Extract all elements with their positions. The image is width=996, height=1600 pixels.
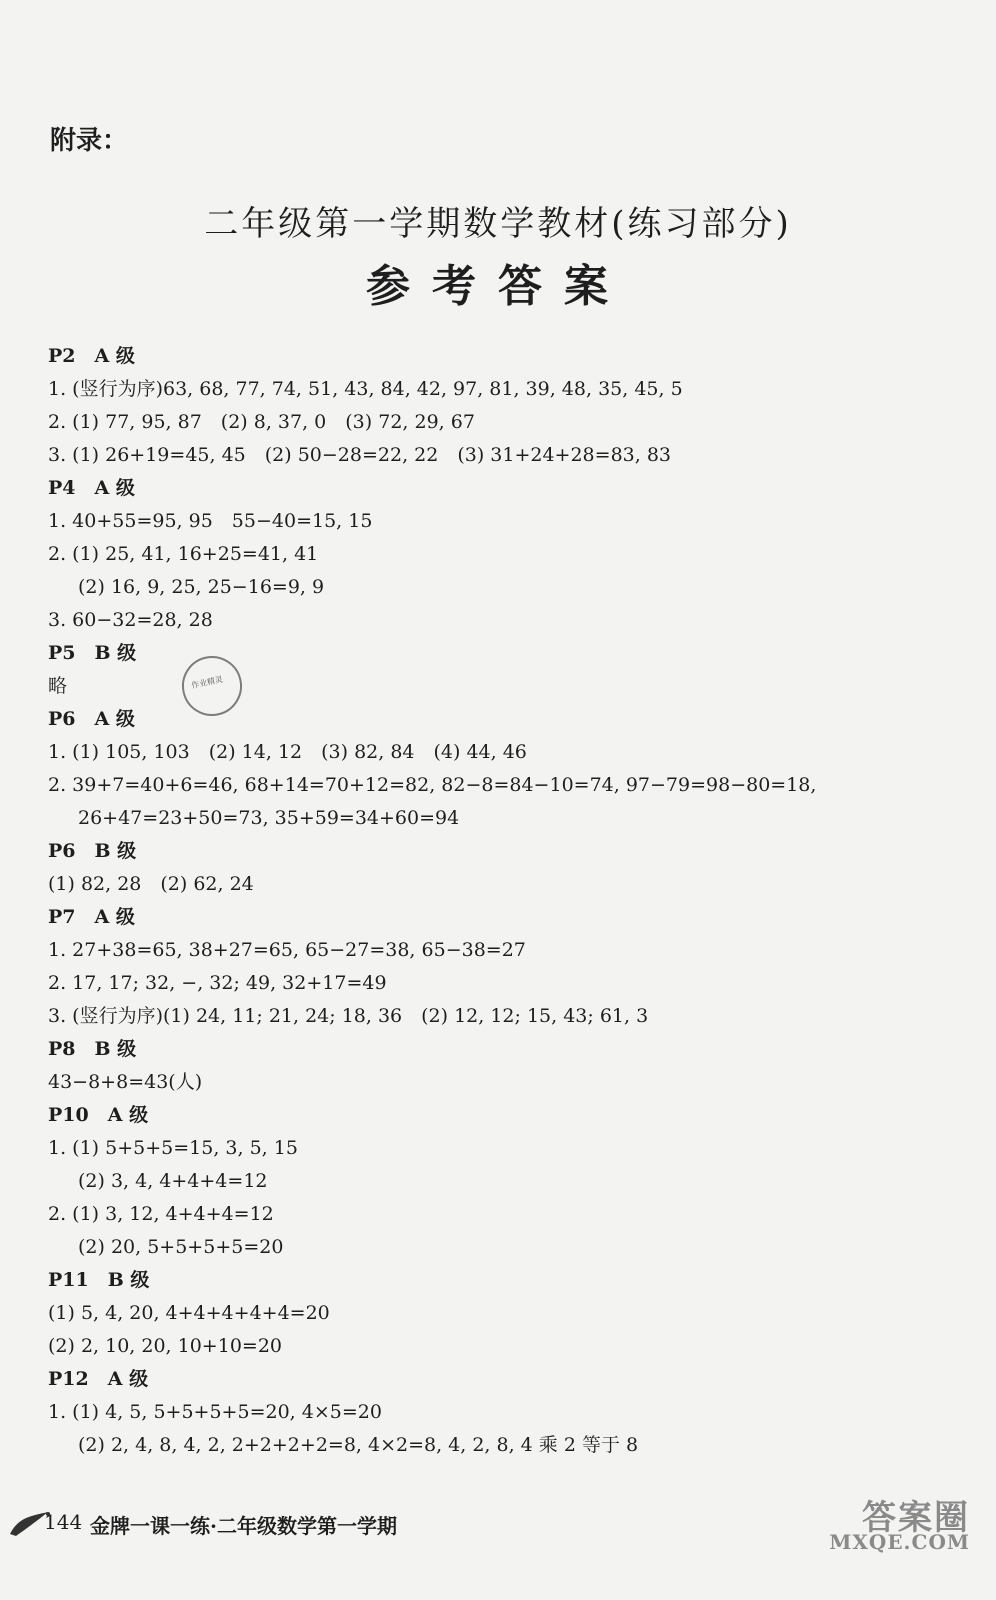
- answer-line: (2) 2, 10, 20, 10+10=20: [48, 1335, 283, 1357]
- answer-line: 2. (1) 3, 12, 4+4+4=12: [48, 1203, 274, 1225]
- answer-list: [48, 340, 988, 1462]
- page-number: 144: [44, 1510, 83, 1534]
- answer-line: (1) 5, 4, 20, 4+4+4+4+4=20: [48, 1302, 330, 1324]
- section-heading: P6 A 级: [48, 708, 135, 730]
- section-heading: P6 B 级: [48, 840, 137, 862]
- answer-line: 3. (竖行为序)(1) 24, 11; 21, 24; 18, 36 (2) 12, 12; 15, 43; 61, 3: [48, 1005, 649, 1027]
- section-heading: P5 B 级: [48, 642, 137, 664]
- answer-line: 略: [48, 675, 68, 697]
- section-heading: P2 A 级: [48, 345, 135, 367]
- answer-line: 3. (1) 26+19=45, 45 (2) 50−28=22, 22 (3) 31+24+28=83, 83: [48, 444, 672, 466]
- section-heading: P7 A 级: [48, 906, 135, 928]
- book-title: 金牌一课一练·二年级数学第一学期: [90, 1514, 397, 1538]
- answer-line: (2) 20, 5+5+5+5=20: [78, 1236, 284, 1258]
- document-subtitle: 二年级第一学期数学教材(练习部分): [204, 204, 792, 244]
- watermark-url: MXQE.COM: [829, 1530, 970, 1554]
- answer-line: 2. (1) 25, 41, 16+25=41, 41: [48, 543, 319, 565]
- answer-line: 43−8+8=43(人): [48, 1071, 203, 1093]
- stamp-text: 作业精灵: [190, 674, 224, 691]
- answer-line: (2) 2, 4, 8, 4, 2, 2+2+2+2=8, 4×2=8, 4, 2, 8, 4 乘 2 等于 8: [78, 1434, 639, 1456]
- answer-line: 2. 17, 17; 32, −, 32; 49, 32+17=49: [48, 972, 387, 994]
- answer-line: (2) 16, 9, 25, 25−16=9, 9: [78, 576, 325, 598]
- answer-line: 1. (1) 5+5+5=15, 3, 5, 15: [48, 1137, 298, 1159]
- answer-line: 1. (1) 105, 103 (2) 14, 12 (3) 82, 84 (4) 44, 46: [48, 741, 527, 763]
- watermark-logo: 答案圈: [862, 1498, 970, 1538]
- answer-line: 26+47=23+50=73, 35+59=34+60=94: [78, 807, 460, 829]
- answer-line: 2. 39+7=40+6=46, 68+14=70+12=82, 82−8=84−10=74, 97−79=98−80=18,: [48, 774, 817, 796]
- document-title: 参考答案: [366, 261, 630, 312]
- answer-line: 3. 60−32=28, 28: [48, 609, 213, 631]
- section-heading: P11 B 级: [48, 1269, 150, 1291]
- answer-line: (2) 3, 4, 4+4+4=12: [78, 1170, 268, 1192]
- page-footer: [0, 1488, 996, 1568]
- answer-line: 1. 27+38=65, 38+27=65, 65−27=38, 65−38=27: [48, 939, 526, 961]
- section-heading: P8 B 级: [48, 1038, 137, 1060]
- section-heading: P4 A 级: [48, 477, 135, 499]
- section-heading: P10 A 级: [48, 1104, 149, 1126]
- answer-line: 1. (竖行为序)63, 68, 77, 74, 51, 43, 84, 42, 97, 81, 39, 48, 35, 45, 5: [48, 378, 683, 400]
- answer-line: 1. 40+55=95, 95 55−40=15, 15: [48, 510, 373, 532]
- section-heading: P12 A 级: [48, 1368, 149, 1390]
- watermark: [786, 1488, 976, 1562]
- appendix-label: 附录：: [50, 126, 129, 156]
- answer-line: (1) 82, 28 (2) 62, 24: [48, 873, 254, 895]
- answer-line: 1. (1) 4, 5, 5+5+5+5=20, 4×5=20: [48, 1401, 382, 1423]
- answer-line: 2. (1) 77, 95, 87 (2) 8, 37, 0 (3) 72, 29, 67: [48, 411, 475, 433]
